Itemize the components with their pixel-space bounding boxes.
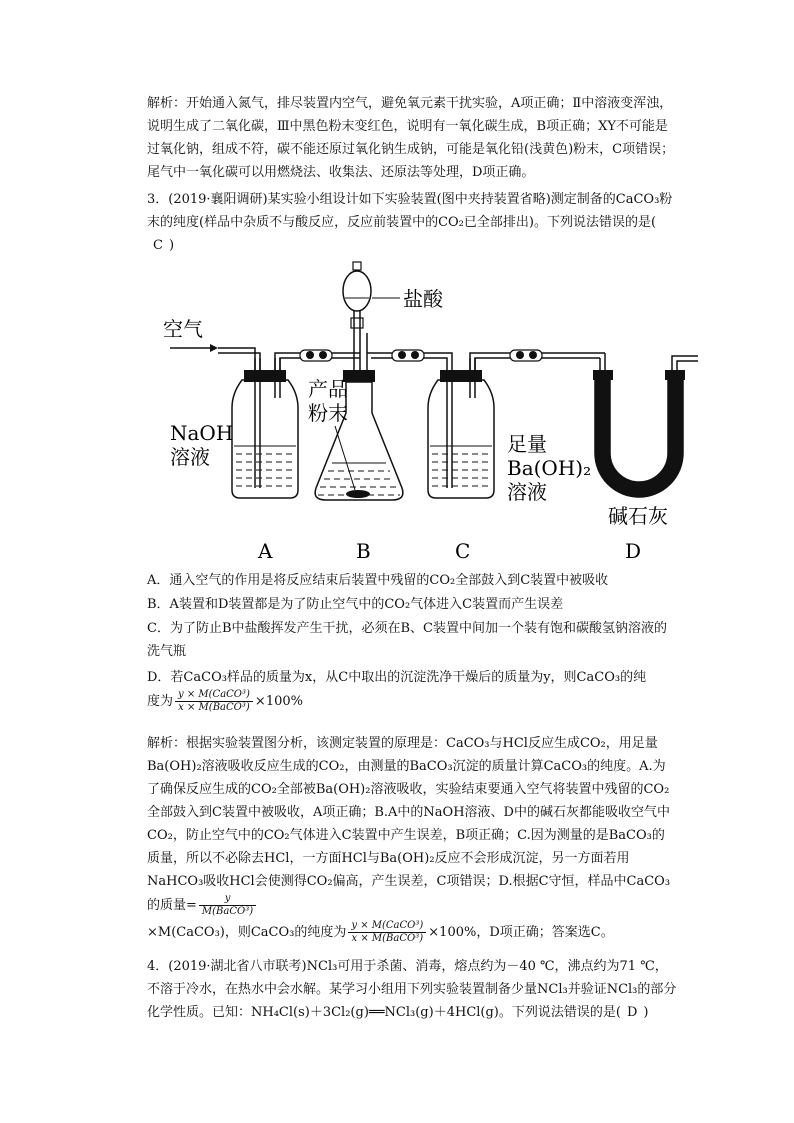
label-b: B [356, 539, 371, 563]
label-naoh: NaOH [170, 421, 234, 445]
option-d-suffix: ×100% [254, 694, 303, 709]
analysis-paragraph-3 [147, 920, 677, 945]
analysis-2-numerator: y [199, 893, 256, 906]
option-a: A．通入空气的作用是将反应结束后装置中残留的CO₂全部鼓入到C装置中被吸收 [147, 573, 609, 588]
label-d: D [625, 539, 642, 563]
analysis-3-fraction [348, 920, 426, 945]
option-b: B．A装置和D装置都是为了防止空气中的CO₂气体进入C装置而产生误差 [147, 597, 564, 612]
question-3-stem [147, 188, 677, 257]
label-a: A [258, 539, 273, 563]
bottle-a [232, 358, 298, 498]
option-d-numerator: y × M(CaCO³) [175, 689, 253, 702]
analysis-3-suffix: ×100%，D项正确；答案选C。 [428, 925, 614, 940]
air-arrow-head [210, 344, 218, 352]
question-4-text: 4．(2019·湖北省八市联考)NCl₃可用于杀菌、消毒，熔点约为－40 ℃，沸点约为71 ℃，不溶于冷水，在热水中会水解。某学习小组用下列实验装置制备少量NCl₃并验证NCl₃的部分化学性质。已知：NH₄Cl(s)＋3Cl₂(g)══NCl₃(g)＋4HCl(g)。下列说法错误的是( [147, 959, 677, 1020]
question-4-answer: D [626, 1005, 638, 1020]
question-4-stem [147, 955, 677, 1024]
option-d-line-2 [147, 689, 677, 714]
analysis-2-denominator: M(BaCO³) [201, 906, 254, 917]
label-enough: 足量 [507, 432, 547, 456]
label-hcl: 盐酸 [403, 287, 443, 311]
label-air: 空气 [163, 317, 203, 341]
label-baoh2: Ba(OH)₂ [507, 456, 592, 480]
option-d-line-1: D．若CaCO₃样品的质量为x，从C中取出的沉淀洗净干燥后的质量为y，则CaCO₃的纯 [147, 670, 647, 685]
question-3-text: 3．(2019·襄阳调研)某实验小组设计如下实验装置(图中夹持装置省略)测定制备的CaCO₃粉末的纯度(样品中杂质不与酸反应，反应前装置中的CO₂已全部排出)。下列说法错误的是( [147, 192, 673, 230]
question-3-answer: C [153, 238, 163, 253]
analysis-3-prefix: ×M(CaCO₃)，则CaCO₃的纯度为 [147, 925, 347, 940]
apparatus-diagram [160, 258, 700, 563]
option-d-denominator: x × M(BaCO³) [178, 702, 250, 713]
option-d-fraction [175, 689, 253, 714]
analysis-paragraph-2 [147, 732, 677, 918]
analysis-2-fraction [199, 893, 256, 918]
label-soda-lime: 碱石灰 [608, 504, 668, 528]
analysis-3-numerator: y × M(CaCO³) [348, 920, 426, 933]
option-d-prefix: 度为 [147, 694, 174, 709]
analysis-2-text: 解析：根据实验装置图分析，该测定装置的原理是：CaCO₃与HCl反应生成CO₂，用足量Ba(OH)₂溶液吸收反应生成的CO₂，由测量的BaCO₃沉淀的质量计算CaCO₃的纯度。A.为了确保反应生成的CO₂全部被Ba(OH)₂溶液吸收，实验结束要通入空气将装置中残留的CO₂全部鼓入到C装置中被吸收，A项正确；B.A中的NaOH溶液、D中的碱石灰都能吸收空气中CO₂，防止空气中的CO₂气体进入C装置中产生误差，B项正确；C.因为测量的是BaCO₃的质量，所以不必除去HCl，一方面HCl与Ba(OH)₂反应不会形成沉淀，另一方面若用NaHCO₃吸收HCl会使测得CO₂偏高，产生误差，C项错误；D.根据C守恒，样品中CaCO₃的质量= [147, 736, 671, 913]
analysis-paragraph-1: 解析：开始通入氮气，排尽装置内空气，避免氧元素干扰实验，A项正确；Ⅱ中溶液变浑浊，说明生成了二氧化碳，Ⅲ中黑色粉末变红色，说明有一氧化碳生成，B项正确；XY不可能是过氧化钠，组成不符，碳不能还原过氧化钠生成钠，可能是氧化铅(浅黄色)粉末，C项错误；尾气中一氧化碳可以用燃烧法、收集法、还原法等处理，D项正确。 [147, 96, 675, 180]
label-baoh2-solution: 溶液 [507, 480, 547, 504]
analysis-3-denominator: x × M(BaCO³) [351, 933, 424, 944]
question-3-close: ) [168, 238, 175, 253]
option-c: C．为了防止B中盐酸挥发产生干扰，必须在B、C装置中间加一个装有饱和碳酸氢钠溶液的洗气瓶 [147, 621, 668, 659]
label-powder: 粉末 [308, 401, 348, 425]
question-4-close: ) [643, 1005, 649, 1020]
bottle-c [428, 358, 494, 498]
label-c: C [455, 539, 471, 563]
label-product: 产品 [308, 377, 348, 401]
label-naoh-solution: 溶液 [170, 445, 210, 469]
u-tube-d [593, 353, 698, 497]
